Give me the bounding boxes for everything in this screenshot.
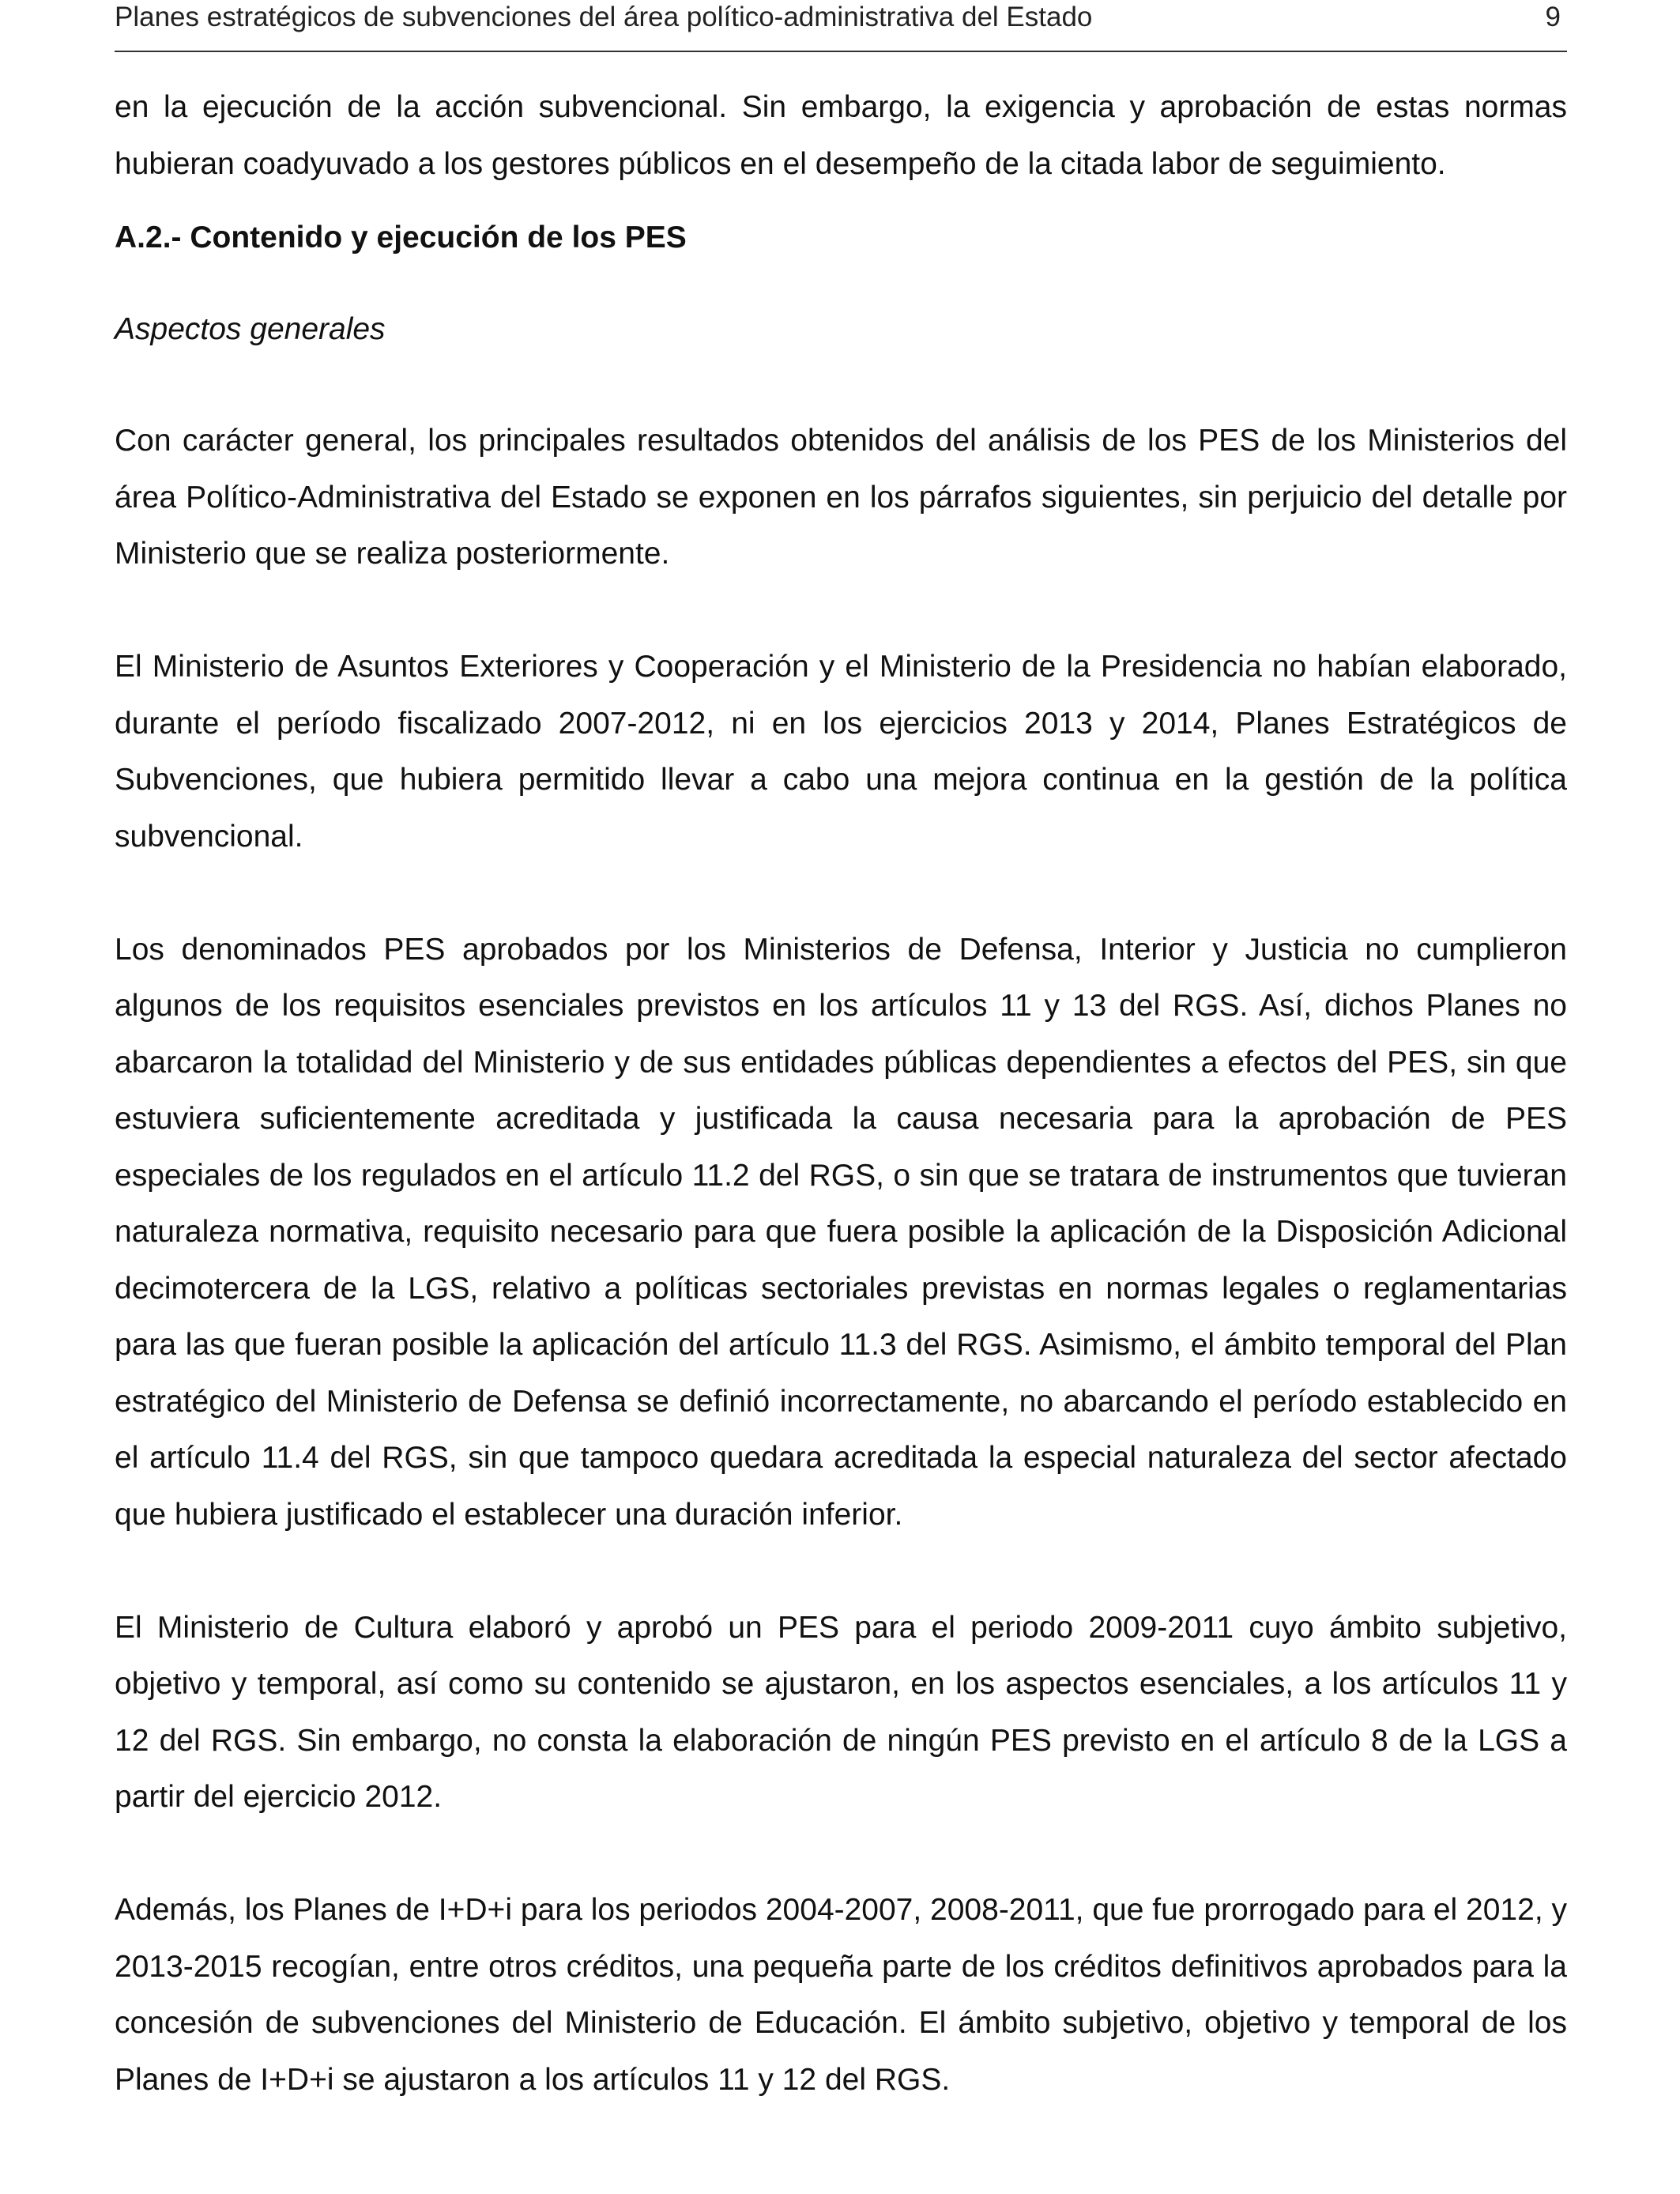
intro-paragraph: en la ejecución de la acción subvencional. Sin embargo, la exigencia y aprobación de estas normas hubieran coadyuvado a los gestores públicos en el desempeño de la citada labor de seguimiento. <box>115 90 1567 181</box>
paragraph: El Ministerio de Cultura elaboró y aprobó un PES para el periodo 2009-2011 cuyo ámbito subjetivo, objetivo y temporal, así como su contenido se ajustaron, en los aspectos esenciales, a los artículos 11 y 12 del RGS. Sin embargo, no consta la elaboración de ningún PES previsto en el artículo 8 de la LGS a partir del ejercicio 2012. <box>115 1610 1567 1814</box>
paragraph: Además, los Planes de I+D+i para los periodos 2004-2007, 2008-2011, que fue prorrogado para el 2012, y 2013-2015 recogían, entre otros créditos, una pequeña parte de los créditos definitivos aprobados para la concesión de subvenciones del Ministerio de Educación. El ámbito subjetivo, objetivo y temporal de los Planes de I+D+i se ajustaron a los artículos 11 y 12 del RGS. <box>115 1893 1567 2097</box>
page-number: 9 <box>1545 2 1561 32</box>
header-title: Planes estratégicos de subvenciones del área político-administrativa del Estado <box>115 2 1093 32</box>
section-heading: A.2.- Contenido y ejecución de los PES <box>115 221 687 254</box>
paragraph: Los denominados PES aprobados por los Ministerios de Defensa, Interior y Justicia no cumplieron algunos de los requisitos esenciales previstos en los artículos 11 y 13 del RGS. Así, dichos Planes no abarcaron la totalidad del Ministerio y de sus entidades públicas dependientes a efectos del PES, sin que estuviera suficientemente acreditada y justificada la causa necesaria para la aprobación de PES especiales de los regulados en el artículo 11.2 del RGS, o sin que se tratara de instrumentos que tuvieran naturaleza normativa, requisito necesario para que fuera posible la aplicación de la Disposición Adicional decimotercera de la LGS, relativo a políticas sectoriales previstas en normas legales o reglamentarias para las que fueran posible la aplicación del artículo 11.3 del RGS. Asimismo, el ámbito temporal del Plan estratégico del Ministerio de Defensa se definió incorrectamente, no abarcando el período establecido en el artículo 11.4 del RGS, sin que tampoco quedara acreditada la especial naturaleza del sector afectado que hubiera justificado el establecer una duración inferior. <box>115 932 1567 1532</box>
page-header <box>115 0 1567 52</box>
document-body <box>115 79 1567 2108</box>
paragraph: Con carácter general, los principales resultados obtenidos del análisis de los PES de los Ministerios del área Político-Administrativa del Estado se exponen en los párrafos siguientes, sin perjuicio del detalle por Ministerio que se realiza posteriormente. <box>115 424 1567 571</box>
subheading: Aspectos generales <box>115 311 386 346</box>
paragraph: El Ministerio de Asuntos Exteriores y Cooperación y el Ministerio de la Presidencia no habían elaborado, durante el período fiscalizado 2007-2012, ni en los ejercicios 2013 y 2014, Planes Estratégicos de Subvenciones, que hubiera permitido llevar a cabo una mejora continua en la gestión de la política subvencional. <box>115 650 1567 854</box>
